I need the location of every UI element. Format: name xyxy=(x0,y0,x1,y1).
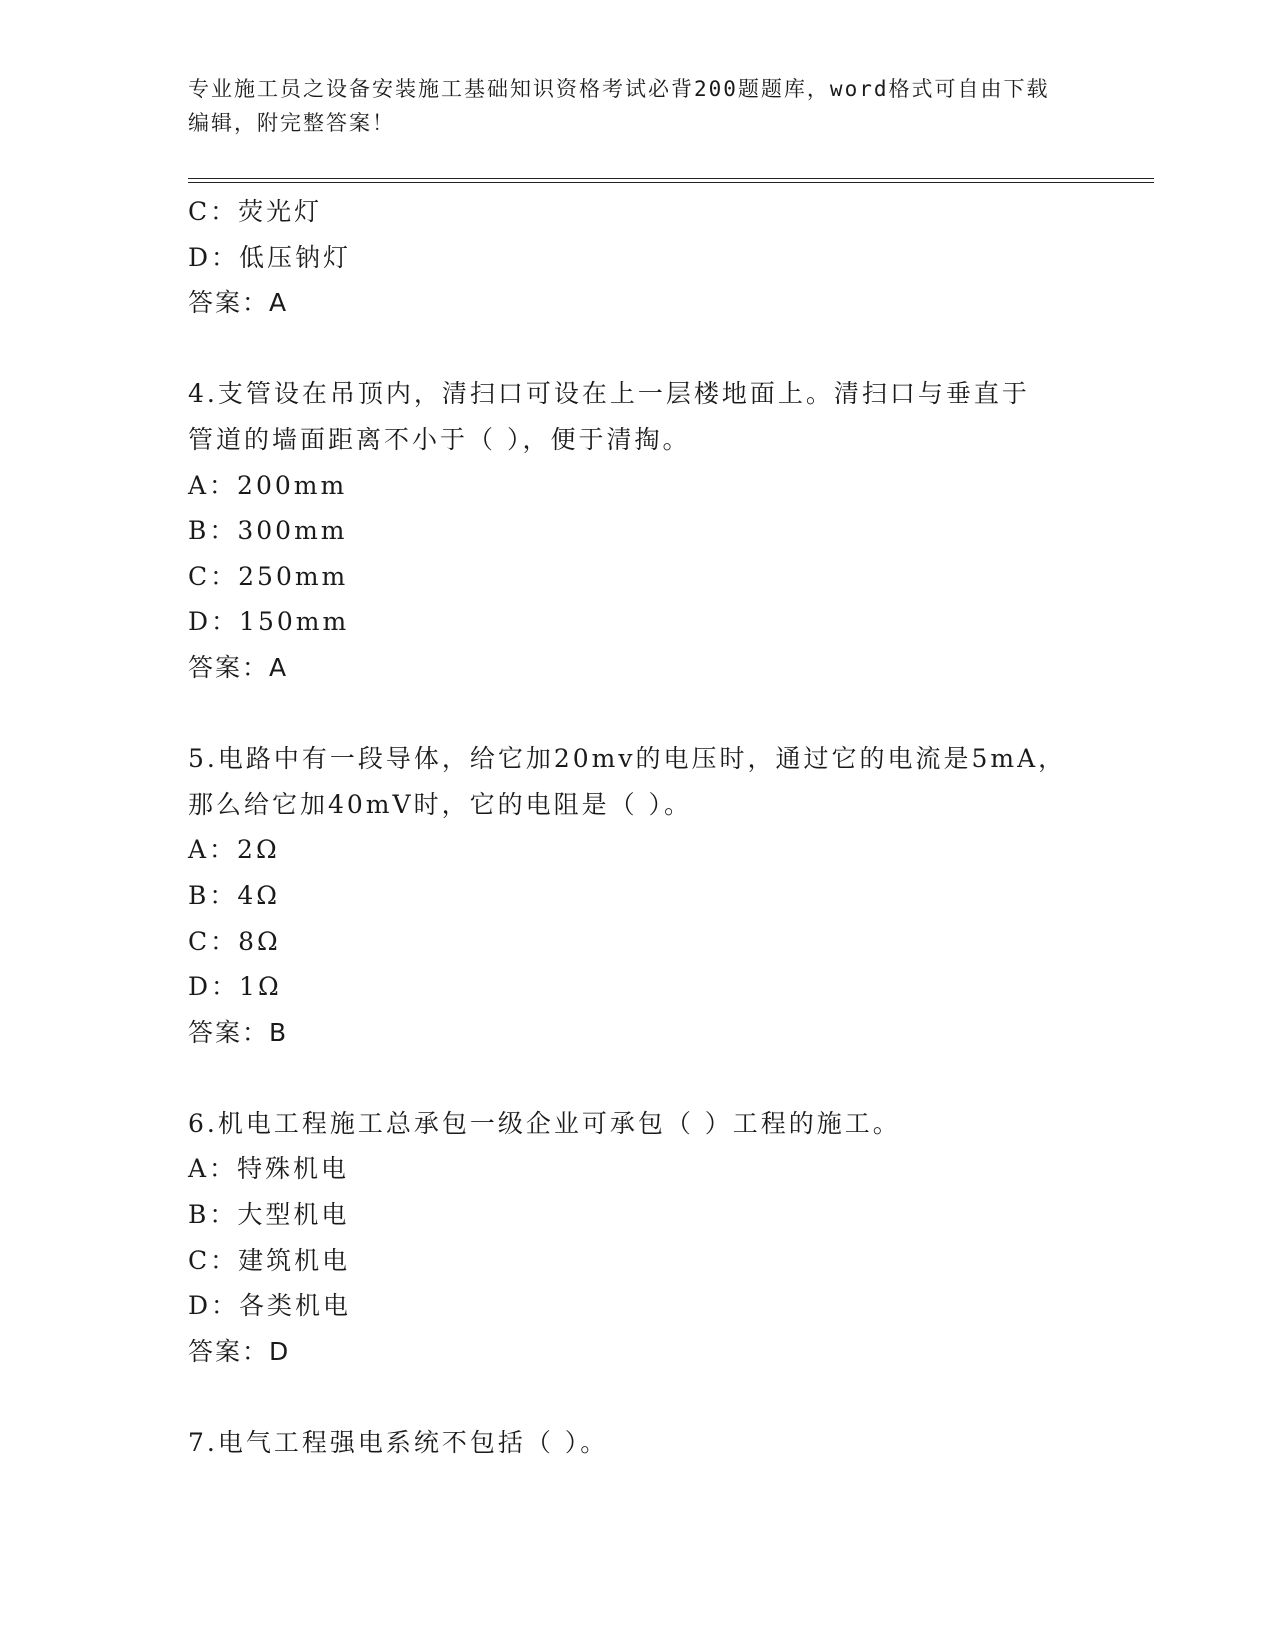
question-stem: 管道的墙面距离不小于（ ），便于清掏。 xyxy=(188,424,691,454)
question-7 xyxy=(188,1420,1088,1466)
header-divider-bottom xyxy=(188,182,1154,183)
question-stem: 4.支管设在吊顶内，清扫口可设在上一层楼地面上。清扫口与垂直于 xyxy=(188,379,1030,409)
question-stem: 5.电路中有一段导体，给它加20mv的电压时，通过它的电流是5mA， xyxy=(188,744,1067,774)
document-header: 专业施工员之设备安装施工基础知识资格考试必背200题题库，word格式可自由下载编辑，附完整答案！ xyxy=(188,77,1050,135)
spacer xyxy=(188,1055,1088,1101)
option-d: D：150mm xyxy=(188,607,350,637)
option-d: D：1Ω xyxy=(188,972,282,1002)
option-b: B：大型机电 xyxy=(188,1200,350,1230)
option-b: B：300mm xyxy=(188,516,348,546)
header-divider-top xyxy=(188,178,1154,179)
answer-line: 答案：A xyxy=(188,288,289,318)
option-d: D：各类机电 xyxy=(188,1291,352,1321)
answer-line: 答案：B xyxy=(188,1017,289,1047)
option-c: C：荧光灯 xyxy=(188,197,323,226)
option-c: C：建筑机电 xyxy=(188,1245,351,1275)
option-a: A：200mm xyxy=(188,470,348,500)
option-c: C：250mm xyxy=(188,561,349,591)
answer-line: 答案：A xyxy=(188,652,289,682)
question-list xyxy=(188,189,1088,1466)
question-4 xyxy=(188,371,1088,690)
question-stem: 那么给它加40mV时，它的电阻是（ ）。 xyxy=(188,789,693,819)
option-d: D：低压钠灯 xyxy=(188,242,352,272)
option-c: C：8Ω xyxy=(188,926,281,956)
question-5 xyxy=(188,736,1088,1055)
option-a: A：特殊机电 xyxy=(188,1154,350,1184)
question-6 xyxy=(188,1101,1088,1375)
question-stem: 6.机电工程施工总承包一级企业可承包（ ）工程的施工。 xyxy=(188,1108,901,1138)
spacer xyxy=(188,691,1088,737)
spacer xyxy=(188,1374,1088,1420)
option-a: A：2Ω xyxy=(188,835,280,865)
option-b: B：4Ω xyxy=(188,880,281,910)
spacer xyxy=(188,326,1088,372)
answer-line: 答案：D xyxy=(188,1336,291,1366)
question-stem: 7.电气工程强电系统不包括（ ）。 xyxy=(188,1428,609,1458)
